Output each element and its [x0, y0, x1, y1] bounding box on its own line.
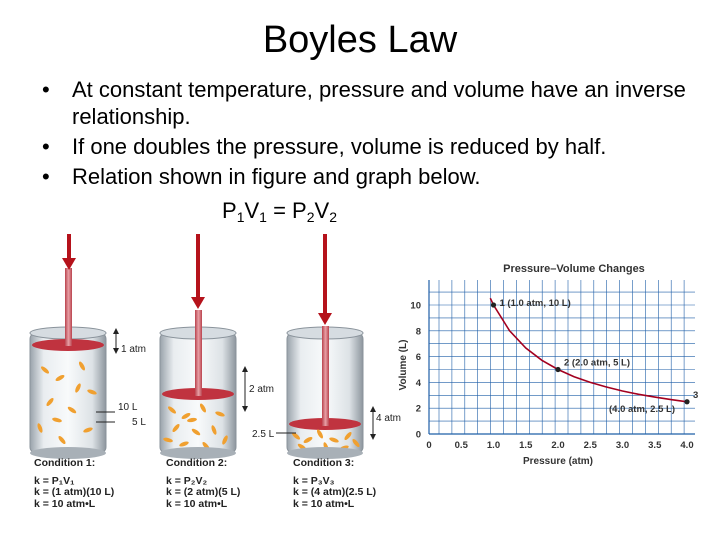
eq-p1: P [222, 198, 237, 223]
pressure-label-2: 2 atm [249, 384, 275, 395]
x-tick-label: 2.0 [551, 440, 565, 451]
x-tick-label: 1.5 [519, 440, 533, 451]
volume-label-5L: 5 L [132, 417, 146, 428]
eq-sub3: 2 [306, 209, 315, 225]
condition-1-eq2: k = (1 atm)(10 L) [34, 486, 115, 498]
condition-1-eq1: k = P₁V₁ [34, 474, 75, 487]
x-tick-label: 3.5 [648, 440, 662, 451]
y-tick-label: 8 [415, 326, 421, 338]
condition-2-heading: Condition 2: [166, 457, 228, 469]
x-tick-label: 1.0 [486, 440, 501, 451]
y-axis-label: Volume (L) [398, 339, 409, 391]
bullet-item: • At constant temperature, pressure and volume have an inverse relationship. [42, 76, 702, 130]
eq-v2: V [314, 198, 330, 223]
y-tick-label: 6 [415, 352, 421, 364]
data-point-1 [491, 302, 496, 307]
volume-label-10L: 10 L [118, 402, 138, 413]
x-tick-label: 2.5 [583, 440, 597, 451]
eq-equals: = [266, 198, 293, 223]
data-point-label-3: 3 [693, 389, 699, 401]
eq-p2: P [292, 198, 307, 223]
condition-1-heading: Condition 1: [34, 457, 96, 469]
x-axis-label: Pressure (atm) [522, 456, 594, 467]
y-tick-label: 10 [410, 300, 421, 312]
data-point-label-2: 2 (2.0 atm, 5 L) [564, 357, 630, 369]
data-point-2 [555, 367, 560, 372]
data-point-label-3-coords: (4.0 atm, 2.5 L) [609, 403, 675, 415]
y-tick-label: 2 [415, 403, 421, 415]
condition-2-eq2: k = (2 atm)(5 L) [166, 486, 241, 498]
chart-title: Pressure–Volume Changes [503, 263, 645, 275]
condition-3-heading: Condition 3: [293, 457, 355, 469]
volume-label-2.5L: 2.5 L [252, 429, 275, 440]
y-tick-label: 0 [415, 429, 421, 441]
slide-title: Boyles Law [262, 19, 458, 61]
condition-2-eq1: k = P₂V₂ [166, 474, 208, 487]
x-tick-label: 3.0 [615, 440, 630, 451]
eq-v1: V [244, 198, 260, 223]
pv-curve [490, 298, 687, 402]
x-tick-label: 0 [426, 440, 432, 451]
bullet-item: • If one doubles the pressure, volume is reduced by half. [42, 133, 702, 160]
data-point-label-1: 1 (1.0 atm, 10 L) [499, 298, 571, 309]
x-tick-label: 4.0 [680, 440, 694, 451]
pressure-label-3: 4 atm [376, 413, 402, 424]
condition-2-eq3: k = 10 atm•L [166, 497, 228, 510]
condition-1-eq3: k = 10 atm•L [34, 497, 96, 510]
data-point-3 [684, 399, 689, 404]
condition-3-eq2: k = (4 atm)(2.5 L) [293, 486, 377, 498]
condition-3-eq1: k = P₃V₃ [293, 474, 335, 487]
pressure-label-1: 1 atm [121, 344, 147, 355]
eq-sub1: 1 [236, 209, 245, 225]
eq-sub4: 2 [329, 209, 338, 225]
condition-3-eq3: k = 10 atm•L [293, 497, 355, 510]
bullet-item: • Relation shown in figure and graph below. [42, 163, 702, 190]
y-tick-label: 4 [415, 377, 421, 389]
x-tick-label: 0.5 [454, 440, 468, 451]
eq-sub2: 1 [259, 209, 267, 225]
